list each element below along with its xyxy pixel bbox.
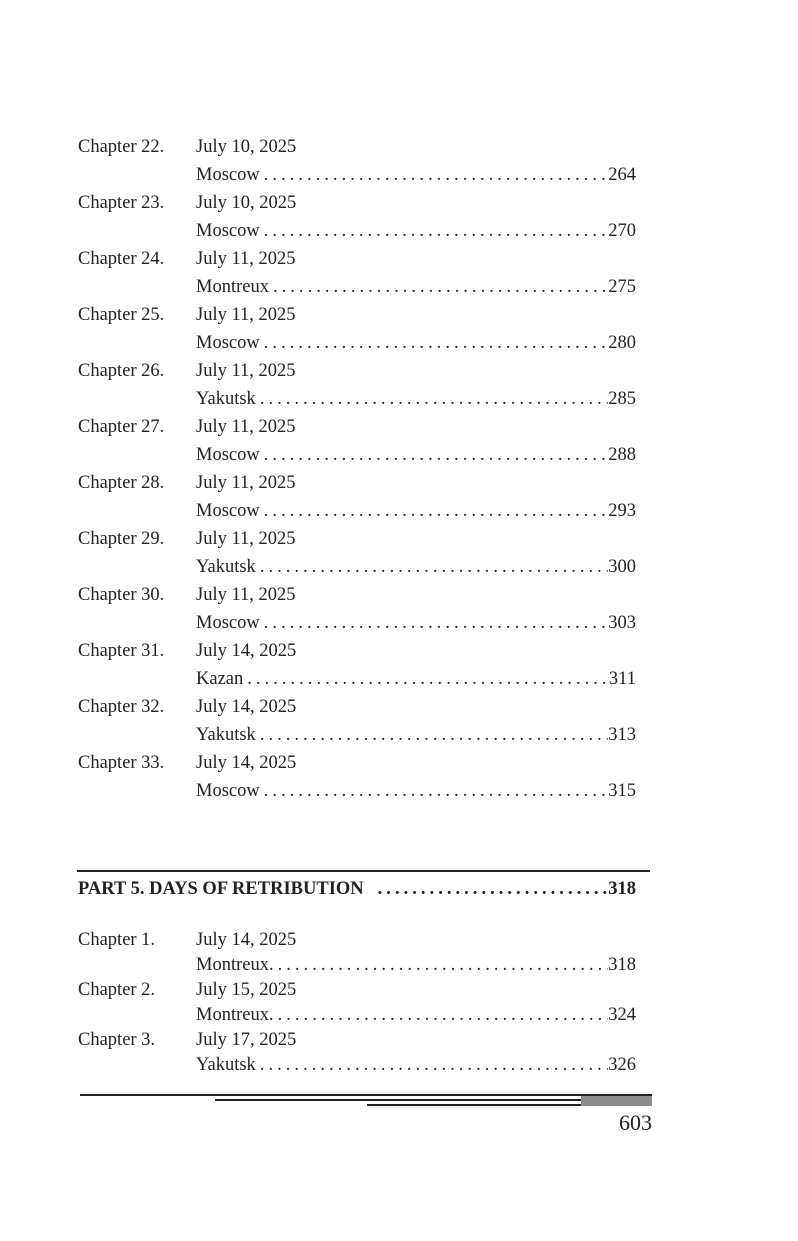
part-title: PART 5. DAYS OF RETRIBUTION: [78, 879, 364, 899]
leader-dots: [260, 780, 609, 802]
leader-dots: [256, 388, 608, 410]
chapter-place: Moscow: [196, 501, 260, 521]
chapter-date: July 11, 2025: [196, 305, 296, 325]
chapter-entry-line: [196, 556, 636, 578]
chapter-page: 311: [608, 669, 636, 689]
chapter-page: 315: [608, 781, 636, 801]
chapter-page: 270: [608, 221, 636, 241]
part-heading: [78, 877, 636, 901]
chapter-place: Kazan: [196, 669, 244, 689]
chapter-date: July 11, 2025: [196, 361, 296, 381]
chapter-entry-line: [196, 954, 636, 976]
chapter-entry-line: [196, 612, 636, 634]
footer-rule: [80, 1094, 652, 1096]
chapter-place: Montreux.: [196, 1005, 274, 1025]
leader-dots: [269, 276, 608, 298]
chapter-page: 300: [608, 557, 636, 577]
chapter-date: July 10, 2025: [196, 193, 297, 213]
chapter-label: Chapter 29.: [78, 529, 165, 549]
chapter-date: July 15, 2025: [196, 980, 297, 1000]
leader-dots: [260, 612, 609, 634]
part-divider-rule: [77, 870, 650, 872]
chapter-page: 324: [608, 1005, 636, 1025]
chapter-entry-line: [196, 332, 636, 354]
leader-dots: [260, 164, 609, 186]
leader-dots: [256, 1054, 608, 1076]
chapter-place: Moscow: [196, 613, 260, 633]
part-page: 318: [608, 879, 636, 899]
chapter-entry-line: [196, 164, 636, 186]
chapter-page: 318: [608, 955, 636, 975]
chapter-place: Moscow: [196, 221, 260, 241]
chapter-label: Chapter 33.: [78, 753, 165, 773]
chapter-label: Chapter 30.: [78, 585, 165, 605]
chapter-date: July 11, 2025: [196, 249, 296, 269]
chapter-label: Chapter 27.: [78, 417, 165, 437]
chapter-entry-line: [196, 500, 636, 522]
chapter-date: July 17, 2025: [196, 1030, 297, 1050]
chapter-page: 313: [608, 725, 636, 745]
leader-dots: [260, 444, 609, 466]
chapter-label: Chapter 24.: [78, 249, 165, 269]
chapter-date: July 11, 2025: [196, 585, 296, 605]
leader-dots: [274, 1004, 609, 1026]
leader-dots: [260, 220, 609, 242]
chapter-label: Chapter 22.: [78, 137, 165, 157]
chapter-place: Moscow: [196, 165, 260, 185]
chapter-label: Chapter 32.: [78, 697, 165, 717]
leader-dots: [260, 332, 609, 354]
leader-dots: [243, 668, 609, 690]
chapter-entry-line: [196, 668, 636, 690]
chapter-date: July 14, 2025: [196, 697, 297, 717]
chapter-place: Yakutsk: [196, 557, 256, 577]
chapter-label: Chapter 1.: [78, 930, 156, 950]
chapter-date: July 14, 2025: [196, 753, 297, 773]
chapter-label: Chapter 3.: [78, 1030, 156, 1050]
chapter-page: 288: [608, 445, 636, 465]
chapter-date: July 14, 2025: [196, 930, 297, 950]
chapter-label: Chapter 2.: [78, 980, 156, 1000]
chapter-entry-line: [196, 444, 636, 466]
leader-dots: [260, 500, 609, 522]
chapter-page: 303: [608, 613, 636, 633]
chapter-entry-line: [196, 724, 636, 746]
chapter-label: Chapter 23.: [78, 193, 165, 213]
chapter-entry-line: [196, 1054, 636, 1076]
chapter-date: July 10, 2025: [196, 137, 297, 157]
chapter-entry-line: [196, 388, 636, 410]
chapter-page: 275: [608, 277, 636, 297]
chapter-page: 285: [608, 389, 636, 409]
leader-dots: [256, 556, 608, 578]
chapter-place: Moscow: [196, 445, 260, 465]
chapter-page: 326: [608, 1055, 636, 1075]
chapter-label: Chapter 31.: [78, 641, 165, 661]
chapter-date: July 11, 2025: [196, 417, 296, 437]
chapter-date: July 11, 2025: [196, 473, 296, 493]
footer-bar: [581, 1096, 652, 1106]
chapter-page: 264: [608, 165, 636, 185]
chapter-place: Montreux: [196, 277, 269, 297]
chapter-place: Yakutsk: [196, 389, 256, 409]
chapter-label: Chapter 25.: [78, 305, 165, 325]
chapter-place: Yakutsk: [196, 1055, 256, 1075]
chapter-entry-line: [196, 276, 636, 298]
page-number: 603: [619, 1110, 652, 1135]
chapter-date: July 14, 2025: [196, 641, 297, 661]
chapter-entry-line: [196, 780, 636, 802]
leader-dots: [256, 724, 608, 746]
chapter-entry-line: [196, 220, 636, 242]
leader-dots: [274, 954, 609, 976]
chapter-place: Yakutsk: [196, 725, 256, 745]
chapter-page: 280: [608, 333, 636, 353]
chapter-entry-line: [196, 1004, 636, 1026]
chapter-place: Moscow: [196, 333, 260, 353]
chapter-place: Montreux.: [196, 955, 274, 975]
leader-dots: [364, 877, 609, 901]
chapter-place: Moscow: [196, 781, 260, 801]
chapter-date: July 11, 2025: [196, 529, 296, 549]
chapter-page: 293: [608, 501, 636, 521]
chapter-label: Chapter 26.: [78, 361, 165, 381]
chapter-label: Chapter 28.: [78, 473, 165, 493]
